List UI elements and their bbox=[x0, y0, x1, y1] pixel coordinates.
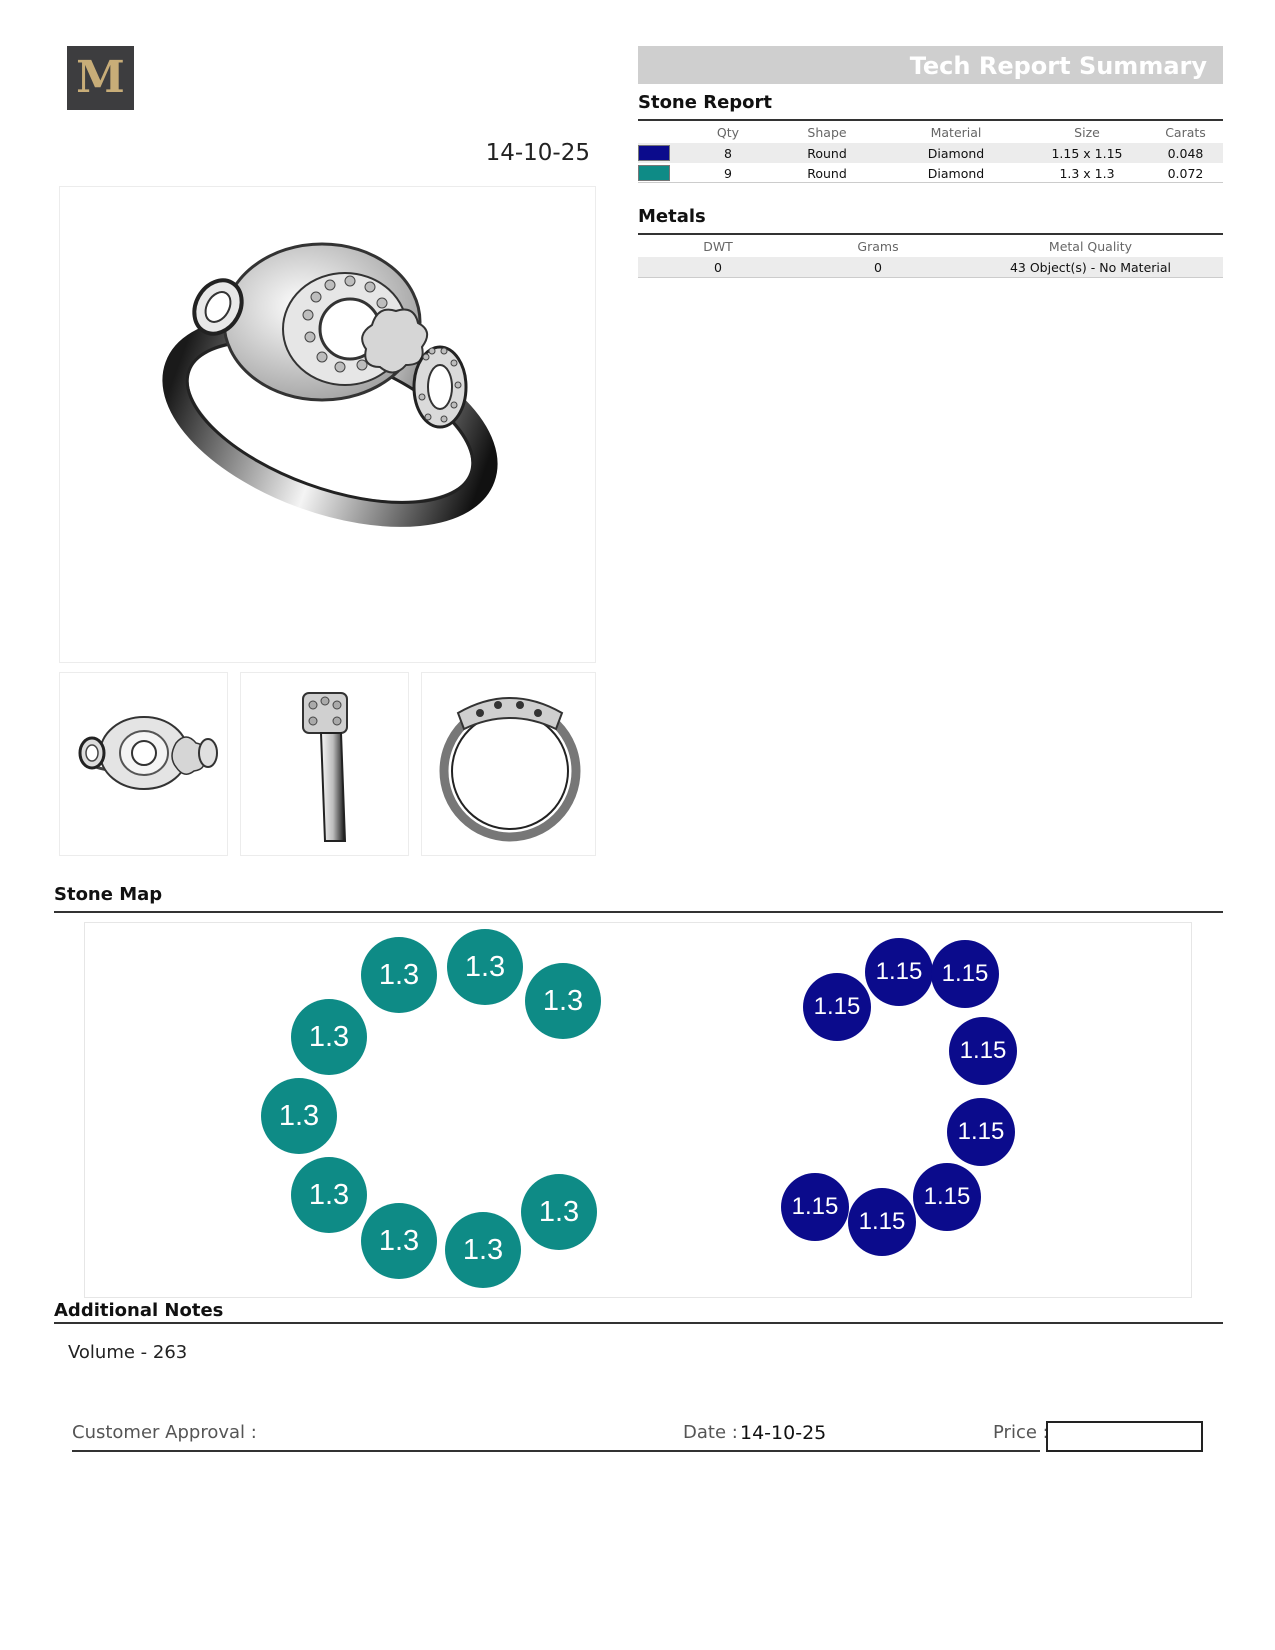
stone-1-15: 1.15 bbox=[913, 1163, 981, 1231]
col-metal-quality: Metal Quality bbox=[1048, 239, 1133, 254]
stone-map-title: Stone Map bbox=[54, 884, 163, 905]
ring-top-view bbox=[59, 672, 228, 856]
ring-main-render bbox=[59, 186, 596, 663]
ring-side-view bbox=[240, 672, 409, 856]
stone-1-15: 1.15 bbox=[865, 938, 933, 1006]
shape-cell: Round bbox=[768, 143, 886, 163]
metals-title: Metals bbox=[638, 206, 706, 227]
stone-1-3: 1.3 bbox=[361, 1203, 437, 1279]
grams-cell: 0 bbox=[798, 257, 958, 277]
carats-cell: 0.048 bbox=[1148, 143, 1223, 163]
size-cell: 1.3 x 1.3 bbox=[1059, 165, 1115, 181]
qty-cell: 9 bbox=[724, 165, 732, 181]
table-row bbox=[638, 163, 1223, 183]
stone-1-15: 1.15 bbox=[949, 1017, 1017, 1085]
dwt-cell: 0 bbox=[638, 257, 798, 277]
shape-cell: Round bbox=[807, 165, 847, 181]
additional-notes-rule bbox=[54, 1322, 1223, 1324]
customer-approval-label: Customer Approval : bbox=[72, 1422, 257, 1443]
metals-rule bbox=[638, 233, 1223, 235]
col-carats: Carats bbox=[1165, 125, 1206, 140]
additional-notes-title: Additional Notes bbox=[54, 1300, 224, 1321]
stone-report-rule bbox=[638, 119, 1223, 121]
stone-1-15: 1.15 bbox=[848, 1188, 916, 1256]
stone-1-15: 1.15 bbox=[803, 973, 871, 1041]
table-row bbox=[638, 257, 1223, 277]
price-label: Price : bbox=[993, 1422, 1049, 1443]
stone-report-title: Stone Report bbox=[638, 92, 773, 113]
col-grams: Grams bbox=[857, 239, 899, 254]
stone-report-header-row bbox=[638, 122, 1223, 143]
col-dwt: DWT bbox=[703, 239, 733, 254]
material-cell: Diamond bbox=[927, 165, 985, 181]
col-size: Size bbox=[1074, 125, 1100, 140]
col-material: Material bbox=[930, 125, 982, 140]
stone-1-15: 1.15 bbox=[947, 1098, 1015, 1166]
metals-header-row bbox=[638, 236, 1223, 257]
size-cell: 1.15 x 1.15 bbox=[1026, 143, 1148, 163]
stone-map-rule bbox=[54, 911, 1223, 913]
stone-map-panel bbox=[84, 922, 1192, 1298]
stone-1-3: 1.3 bbox=[291, 1157, 367, 1233]
metals-table bbox=[638, 236, 1223, 277]
stone-1-3: 1.3 bbox=[521, 1174, 597, 1250]
stone-1-3: 1.3 bbox=[445, 1212, 521, 1288]
approval-date-value: 14-10-25 bbox=[740, 1422, 827, 1444]
col-qty: Qty bbox=[716, 125, 740, 140]
ring-front-view bbox=[421, 672, 596, 856]
material-cell: Diamond bbox=[886, 143, 1026, 163]
stone-1-3: 1.3 bbox=[291, 999, 367, 1075]
stone-report-bottom-line bbox=[638, 182, 1223, 183]
stone-1-15: 1.15 bbox=[781, 1173, 849, 1241]
logo-letter: M bbox=[76, 52, 125, 103]
report-title-banner: Tech Report Summary bbox=[638, 46, 1223, 84]
carats-cell: 0.072 bbox=[1167, 165, 1204, 181]
stone-1-3: 1.3 bbox=[261, 1078, 337, 1154]
notes-text: Volume - 263 bbox=[68, 1342, 188, 1363]
company-logo bbox=[67, 46, 134, 110]
price-input[interactable] bbox=[1046, 1421, 1203, 1452]
table-row bbox=[638, 143, 1223, 163]
stone-1-3: 1.3 bbox=[525, 963, 601, 1039]
qty-cell: 8 bbox=[688, 143, 768, 163]
approval-signature-line bbox=[72, 1450, 1040, 1452]
stone-1-3: 1.3 bbox=[447, 929, 523, 1005]
metals-bottom-line bbox=[638, 277, 1223, 278]
metal-quality-cell: 43 Object(s) - No Material bbox=[958, 257, 1223, 277]
stone-1-3: 1.3 bbox=[361, 937, 437, 1013]
stone-1-15: 1.15 bbox=[931, 940, 999, 1008]
date-label: Date : bbox=[683, 1422, 738, 1443]
color-swatch bbox=[638, 145, 670, 161]
color-swatch bbox=[638, 165, 670, 181]
report-date: 14-10-25 bbox=[485, 140, 590, 166]
stone-report-table bbox=[638, 122, 1223, 183]
col-shape: Shape bbox=[807, 125, 847, 140]
